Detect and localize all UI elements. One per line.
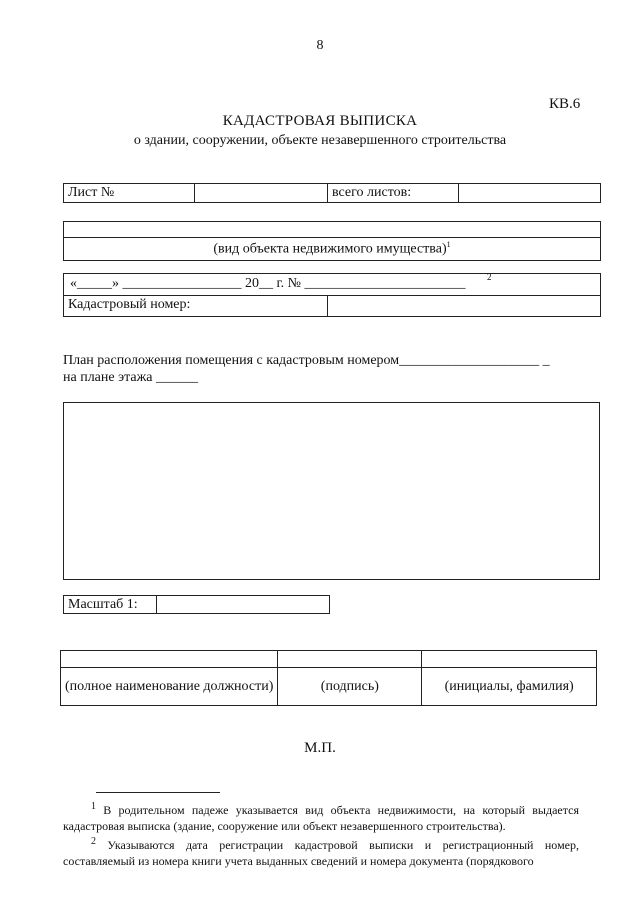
- total-sheets-label: всего листов:: [328, 184, 459, 203]
- footnote-2: [63, 834, 579, 869]
- stamp-mark: М.П.: [304, 740, 336, 756]
- footnote-separator: [96, 792, 220, 793]
- registration-date-line[interactable]: «_____» _________________ 20__ г. № _______________________: [70, 276, 466, 291]
- scale-field[interactable]: [157, 596, 330, 614]
- cadastral-number-field[interactable]: [328, 296, 600, 316]
- footnote-1-mark: 1: [91, 801, 96, 812]
- cadastral-number-label: Кадастровый номер:: [68, 297, 191, 312]
- object-type-box[interactable]: [63, 221, 601, 261]
- registration-box: [63, 273, 601, 317]
- signature-field[interactable]: [278, 651, 422, 668]
- document-title: КАДАСТРОВАЯ ВЫПИСКА: [222, 113, 418, 129]
- position-field[interactable]: [61, 651, 278, 668]
- form-code: КВ.6: [549, 96, 581, 112]
- footnote-2-mark: 2: [91, 836, 96, 847]
- page-number: 8: [316, 38, 324, 53]
- document-subtitle: о здании, сооружении, объекте незавершенного строительства: [133, 133, 507, 148]
- floor-plan-area[interactable]: [63, 402, 600, 580]
- plan-caption-line1: План расположения помещения с кадастровым номером____________________ _: [63, 353, 550, 368]
- signature-table: [60, 650, 597, 706]
- name-caption: (инициалы, фамилия): [422, 668, 597, 706]
- plan-caption-line2: на плане этажа ______: [63, 370, 199, 385]
- sheet-number-table: [63, 183, 601, 203]
- sheet-number-field[interactable]: [195, 184, 328, 203]
- signature-caption: (подпись): [278, 668, 422, 706]
- scale-table: [63, 595, 330, 614]
- scale-label: Масштаб 1:: [64, 596, 157, 614]
- name-field[interactable]: [422, 651, 597, 668]
- footnote-1: [63, 799, 579, 834]
- sheet-number-label: Лист №: [64, 184, 195, 203]
- footnote-mark-2: 2: [487, 272, 492, 282]
- footnote-2-text: Указываются дата регистрации кадастровой выписки и регистрационный номер, составляемый из номера книги учета выданных сведений и номера документа (порядкового: [63, 838, 579, 868]
- total-sheets-field[interactable]: [459, 184, 601, 203]
- footnote-mark-1: 1: [446, 240, 451, 249]
- object-type-caption: (вид объекта недвижимого имущества)$^1$: [213, 240, 451, 257]
- footnote-1-text: В родительном падеже указывается вид объекта недвижимости, на который выдается кадастровая выписка (здание, сооружение или объект незавершенного строительства).: [63, 803, 579, 833]
- object-type-divider: [64, 237, 600, 238]
- position-caption: (полное наименование должности): [61, 668, 278, 706]
- footnotes: [63, 799, 579, 869]
